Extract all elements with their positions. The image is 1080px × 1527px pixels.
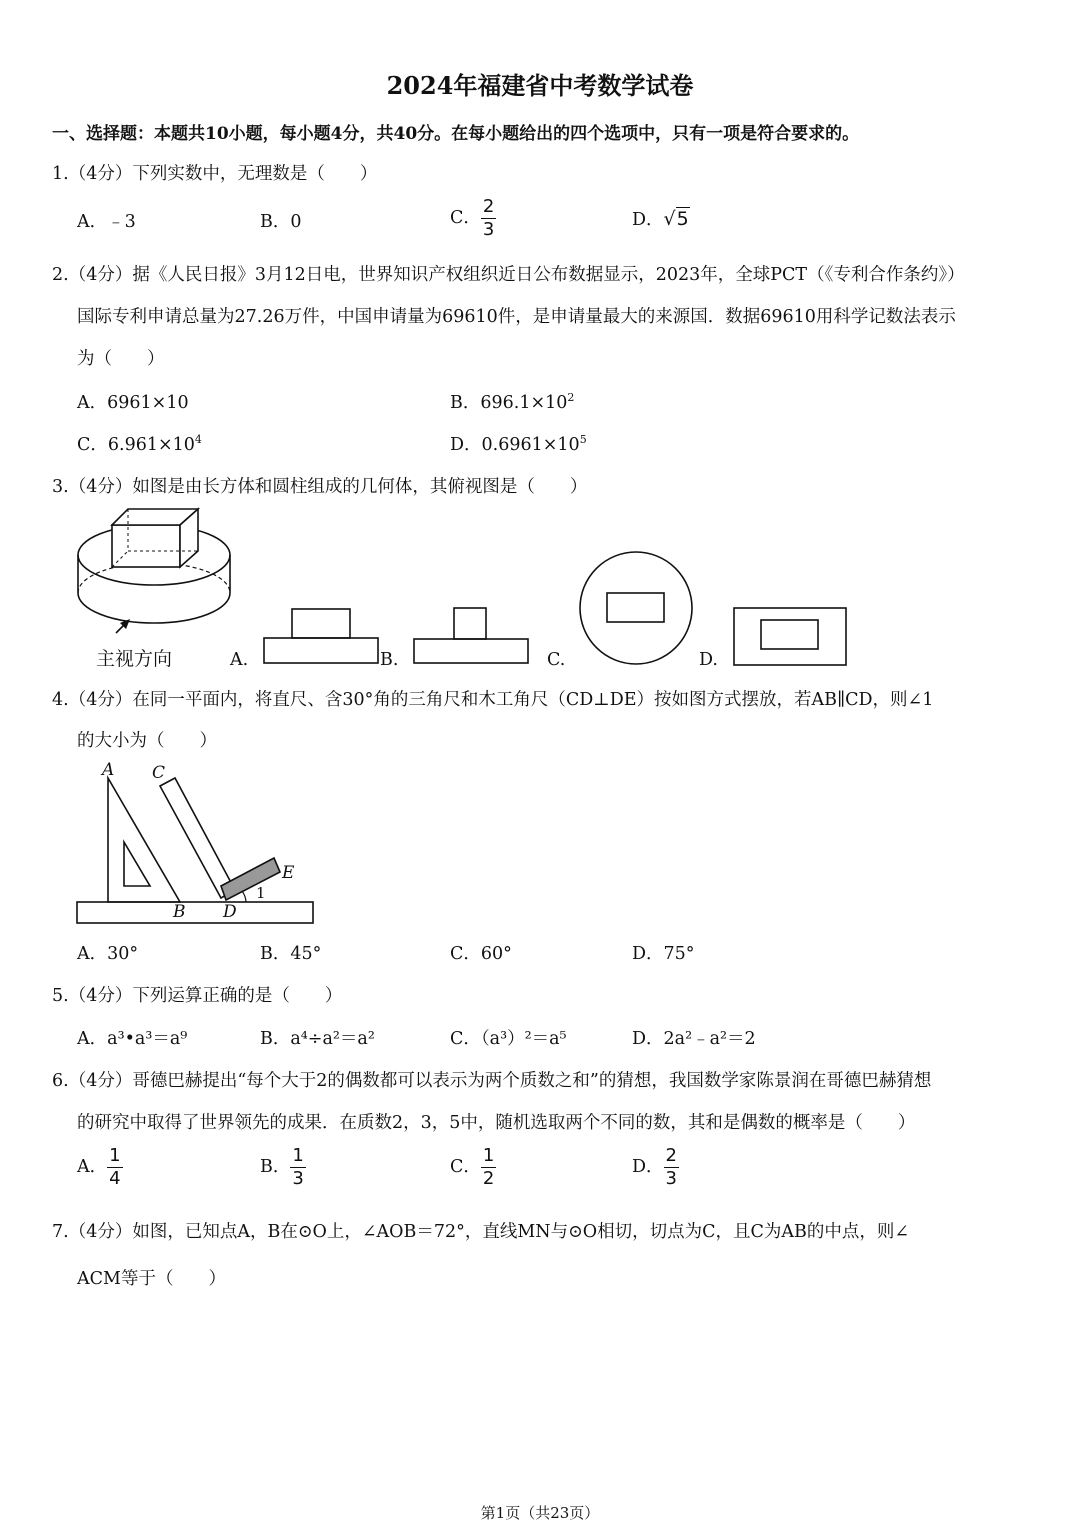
q2-option-c — [77, 431, 202, 456]
q6-option-d-label: D． — [632, 1157, 664, 1177]
q1-option-c-label: C． — [450, 208, 481, 228]
q6-option-d — [632, 1147, 679, 1188]
q4-label-a: A — [102, 760, 115, 780]
q6-option-b-label: B． — [260, 1157, 291, 1177]
q4-figure — [74, 760, 324, 930]
q4-label-d: D — [223, 902, 237, 922]
q2-option-c-exp: 4 — [194, 433, 202, 447]
q6-option-b — [260, 1147, 306, 1188]
q6-option-b-num: 1 — [292, 1145, 304, 1166]
q5-option-d: D．2a²﹣a²＝2 — [632, 1029, 756, 1049]
q2-option-b — [450, 389, 574, 414]
q2-line2: 国际专利申请总量为27.26万件，中国申请量为69610件，是申请量最大的来源国．数据69610用科学记数法表示 — [77, 307, 956, 327]
q4-label-c: C — [152, 763, 166, 783]
q2-option-c-base: C．6.961×10 — [77, 435, 195, 455]
q3-option-d-label: D. — [699, 650, 718, 670]
section-heading: 一、选择题：本题共10小题，每小题4分，共40分。在每小题给出的四个选项中，只有一项是符合要求的。 — [52, 124, 860, 144]
q4-line2: 的大小为（ ） — [77, 731, 217, 751]
q1-option-d-sqrt: √5 — [663, 208, 689, 230]
q6-option-c-den: 2 — [482, 1168, 495, 1189]
q6-option-c-fraction — [481, 1147, 496, 1188]
q3-option-b-label: B. — [380, 650, 399, 670]
q3-direction-label: 主视方向 — [96, 648, 173, 670]
q6-option-d-num: 2 — [665, 1145, 677, 1166]
q4-option-d: D．75° — [632, 944, 695, 964]
q6-line2: 的研究中取得了世界领先的成果．在质数2，3，5中，随机选取两个不同的数，其和是偶数的概率是（ ） — [77, 1113, 916, 1133]
q5-stem: 5.（4分）下列运算正确的是（ ） — [52, 986, 343, 1006]
q6-option-a — [77, 1147, 123, 1188]
q1-option-d-radicand: 5 — [676, 208, 689, 230]
q3-stem: 3.（4分）如图是由长方体和圆柱组成的几何体，其俯视图是（ ） — [52, 477, 588, 497]
q1-option-b: B．0 — [260, 212, 302, 232]
q6-option-d-den: 3 — [665, 1168, 677, 1189]
q3-option-a-label: A. — [230, 650, 249, 670]
q1-option-d-label: D． — [632, 210, 664, 230]
q2-option-d-exp: 5 — [579, 433, 587, 447]
q7-line1: 7.（4分）如图，已知点A，B在⊙O上，∠AOB＝72°，直线MN与⊙O相切，切点为C，且C为AB的中点，则∠ — [52, 1222, 910, 1242]
q6-option-c-label: C． — [450, 1157, 481, 1177]
q4-option-c: C．60° — [450, 944, 512, 964]
q3-option-c-figure — [578, 550, 696, 668]
q4-line1: 4.（4分）在同一平面内，将直尺、含30°角的三角尺和木工角尺（CD⊥DE）按如图方式摆放，若AB∥CD，则∠1 — [52, 690, 934, 710]
q3-option-c-label: C. — [547, 650, 566, 670]
q5-option-c: C．（a³）²＝a⁵ — [450, 1029, 567, 1049]
q6-option-a-den: 4 — [109, 1168, 121, 1189]
q6-line1: 6.（4分）哥德巴赫提出“每个大于2的偶数都可以表示为两个质数之和”的猜想，我国数学家陈景润在哥德巴赫猜想 — [52, 1071, 932, 1091]
q5-option-b: B．a⁴÷a²＝a² — [260, 1029, 375, 1049]
q1-option-c-fraction — [481, 198, 496, 239]
q6-option-d-fraction — [664, 1147, 679, 1188]
q1-option-c — [450, 198, 496, 239]
q6-option-a-fraction — [107, 1147, 122, 1188]
q6-option-a-label: A． — [77, 1157, 108, 1177]
q6-option-c-num: 1 — [482, 1145, 495, 1166]
q2-option-b-exp: 2 — [567, 391, 575, 405]
page-title: 2024年福建省中考数学试卷 — [386, 71, 694, 100]
q2-option-b-base: B．696.1×10 — [450, 393, 568, 413]
q2-option-d — [450, 431, 587, 456]
q1-option-d — [632, 206, 690, 231]
q6-option-c — [450, 1147, 496, 1188]
q2-line1: 2.（4分）据《人民日报》3月12日电，世界知识产权组织近日公布数据显示，2023年，全球PCT（《专利合作条约》） — [52, 265, 965, 285]
q4-label-e: E — [282, 863, 295, 883]
q6-option-b-den: 3 — [292, 1168, 304, 1189]
q2-line3: 为（ ） — [77, 349, 165, 369]
q4-label-b: B — [173, 902, 186, 922]
q4-option-a: A．30° — [77, 944, 139, 964]
page-footer: 第1页（共23页） — [480, 1504, 600, 1522]
q4-label-angle-1: 1 — [256, 884, 266, 902]
q3-option-b-figure — [412, 606, 532, 666]
q5-option-a: A．a³•a³＝a⁹ — [77, 1029, 188, 1049]
q7-line2: ACM等于（ ） — [77, 1269, 226, 1289]
q1-stem: 1.（4分）下列实数中，无理数是（ ） — [52, 164, 378, 184]
q1-option-c-den: 3 — [482, 219, 495, 240]
q2-option-a: A．6961×10 — [77, 393, 189, 413]
q6-option-a-num: 1 — [109, 1145, 121, 1166]
q4-option-b: B．45° — [260, 944, 322, 964]
q3-option-d-figure — [732, 606, 852, 668]
q6-option-b-fraction — [290, 1147, 305, 1188]
q3-option-a-figure — [262, 607, 382, 667]
q1-option-c-num: 2 — [482, 196, 495, 217]
q2-option-d-base: D．0.6961×10 — [450, 435, 580, 455]
q1-option-a: A．﹣3 — [77, 212, 136, 232]
